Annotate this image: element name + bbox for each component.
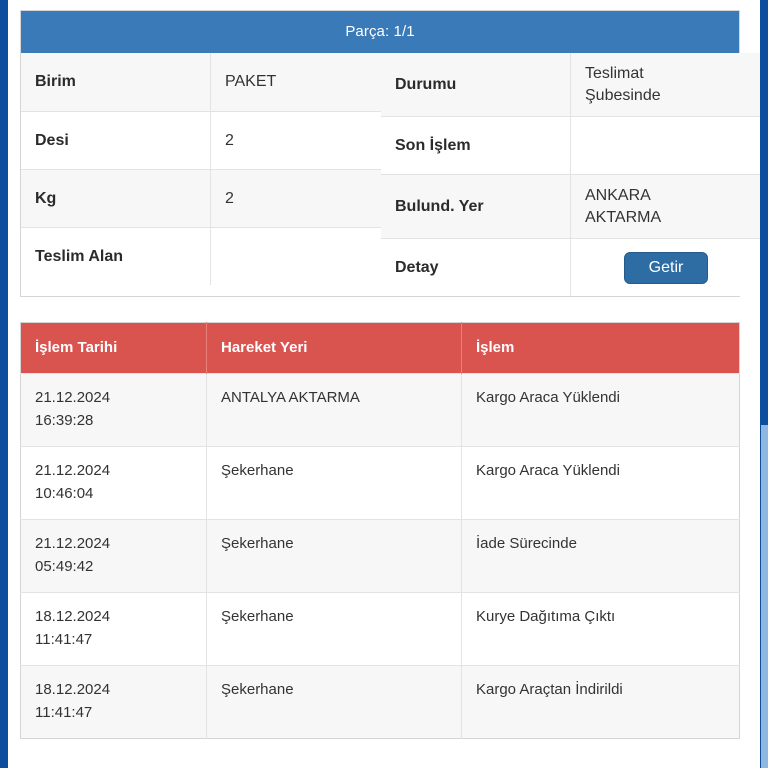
table-row[interactable] xyxy=(21,447,740,520)
shipment-info-card xyxy=(20,10,740,297)
info-value-teslim-alan xyxy=(211,228,381,285)
history-cell-action: Kurye Dağıtıma Çıktı xyxy=(462,593,740,666)
shipment-part-header: Parça: 1/1 xyxy=(21,11,739,53)
page-content xyxy=(8,0,752,739)
info-row-teslim-alan xyxy=(21,227,381,285)
history-cell-place: ANTALYA AKTARMA xyxy=(207,374,462,447)
history-cell-datetime xyxy=(21,666,207,739)
history-table-body xyxy=(21,374,740,739)
history-cell-action: Kargo Araçtan İndirildi xyxy=(462,666,740,739)
info-value-birim: PAKET xyxy=(211,53,381,111)
info-label-kg: Kg xyxy=(21,170,211,227)
history-header-row xyxy=(21,323,740,374)
history-cell-datetime xyxy=(21,520,207,593)
info-value-bulund-yer-line1: ANKARA xyxy=(585,187,651,205)
info-label-desi: Desi xyxy=(21,112,211,169)
history-table-head xyxy=(21,323,740,374)
history-cell-place: Şekerhane xyxy=(207,447,462,520)
shipment-info-left-column xyxy=(21,53,381,296)
table-row[interactable] xyxy=(21,666,740,739)
info-row-desi xyxy=(21,111,381,169)
history-cell-date: 21.12.2024 xyxy=(35,535,111,553)
history-cell-place: Şekerhane xyxy=(207,593,462,666)
history-cell-action: İade Sürecinde xyxy=(462,520,740,593)
history-cell-date: 21.12.2024 xyxy=(35,389,111,407)
info-row-detay xyxy=(381,238,760,296)
info-row-kg xyxy=(21,169,381,227)
info-value-bulund-yer xyxy=(571,175,760,238)
shipment-info-body xyxy=(21,53,739,296)
table-row[interactable] xyxy=(21,520,740,593)
getir-button[interactable]: Getir xyxy=(624,252,709,284)
movement-history-table xyxy=(20,322,740,739)
info-value-desi: 2 xyxy=(211,112,381,169)
history-cell-time: 05:49:42 xyxy=(35,557,94,575)
history-cell-date: 18.12.2024 xyxy=(35,608,111,626)
history-cell-time: 11:41:47 xyxy=(35,630,93,648)
history-cell-action: Kargo Araca Yüklendi xyxy=(462,374,740,447)
history-cell-datetime xyxy=(21,374,207,447)
info-label-son-islem: Son İşlem xyxy=(381,117,571,174)
history-column-header-action[interactable]: İşlem xyxy=(462,323,740,374)
movement-history-card xyxy=(20,322,740,739)
table-row[interactable] xyxy=(21,593,740,666)
info-value-durumu-line2: Şubesinde xyxy=(585,86,661,104)
page-viewport xyxy=(8,0,760,768)
info-row-birim xyxy=(21,53,381,111)
info-row-durumu xyxy=(381,53,760,116)
history-cell-date: 18.12.2024 xyxy=(35,681,111,699)
info-row-bulund-yer xyxy=(381,174,760,238)
info-value-durumu xyxy=(571,53,760,116)
info-label-birim: Birim xyxy=(21,53,211,111)
vertical-scrollbar-thumb[interactable] xyxy=(761,0,768,425)
history-cell-datetime xyxy=(21,447,207,520)
history-cell-time: 11:41:47 xyxy=(35,703,93,721)
info-value-son-islem xyxy=(571,117,760,174)
table-row[interactable] xyxy=(21,374,740,447)
shipment-info-right-column xyxy=(381,53,760,296)
info-value-bulund-yer-line2: AKTARMA xyxy=(585,208,662,226)
history-cell-time: 16:39:28 xyxy=(35,411,94,429)
history-cell-datetime xyxy=(21,593,207,666)
info-value-durumu-line1: Teslimat xyxy=(585,65,644,82)
info-value-detay xyxy=(571,239,760,296)
history-cell-place: Şekerhane xyxy=(207,666,462,739)
history-cell-time: 10:46:04 xyxy=(35,484,94,502)
info-label-teslim-alan: Teslim Alan xyxy=(21,228,211,285)
history-cell-place: Şekerhane xyxy=(207,520,462,593)
history-column-header-place[interactable]: Hareket Yeri xyxy=(207,323,462,374)
info-label-detay: Detay xyxy=(381,239,571,296)
info-label-durumu: Durumu xyxy=(381,53,571,116)
info-value-kg: 2 xyxy=(211,170,381,227)
history-cell-date: 21.12.2024 xyxy=(35,462,111,480)
vertical-scrollbar-track[interactable] xyxy=(761,0,768,768)
info-row-son-islem xyxy=(381,116,760,174)
history-cell-action: Kargo Araca Yüklendi xyxy=(462,447,740,520)
info-label-bulund-yer: Bulund. Yer xyxy=(381,175,571,238)
history-column-header-date[interactable]: İşlem Tarihi xyxy=(21,323,207,374)
